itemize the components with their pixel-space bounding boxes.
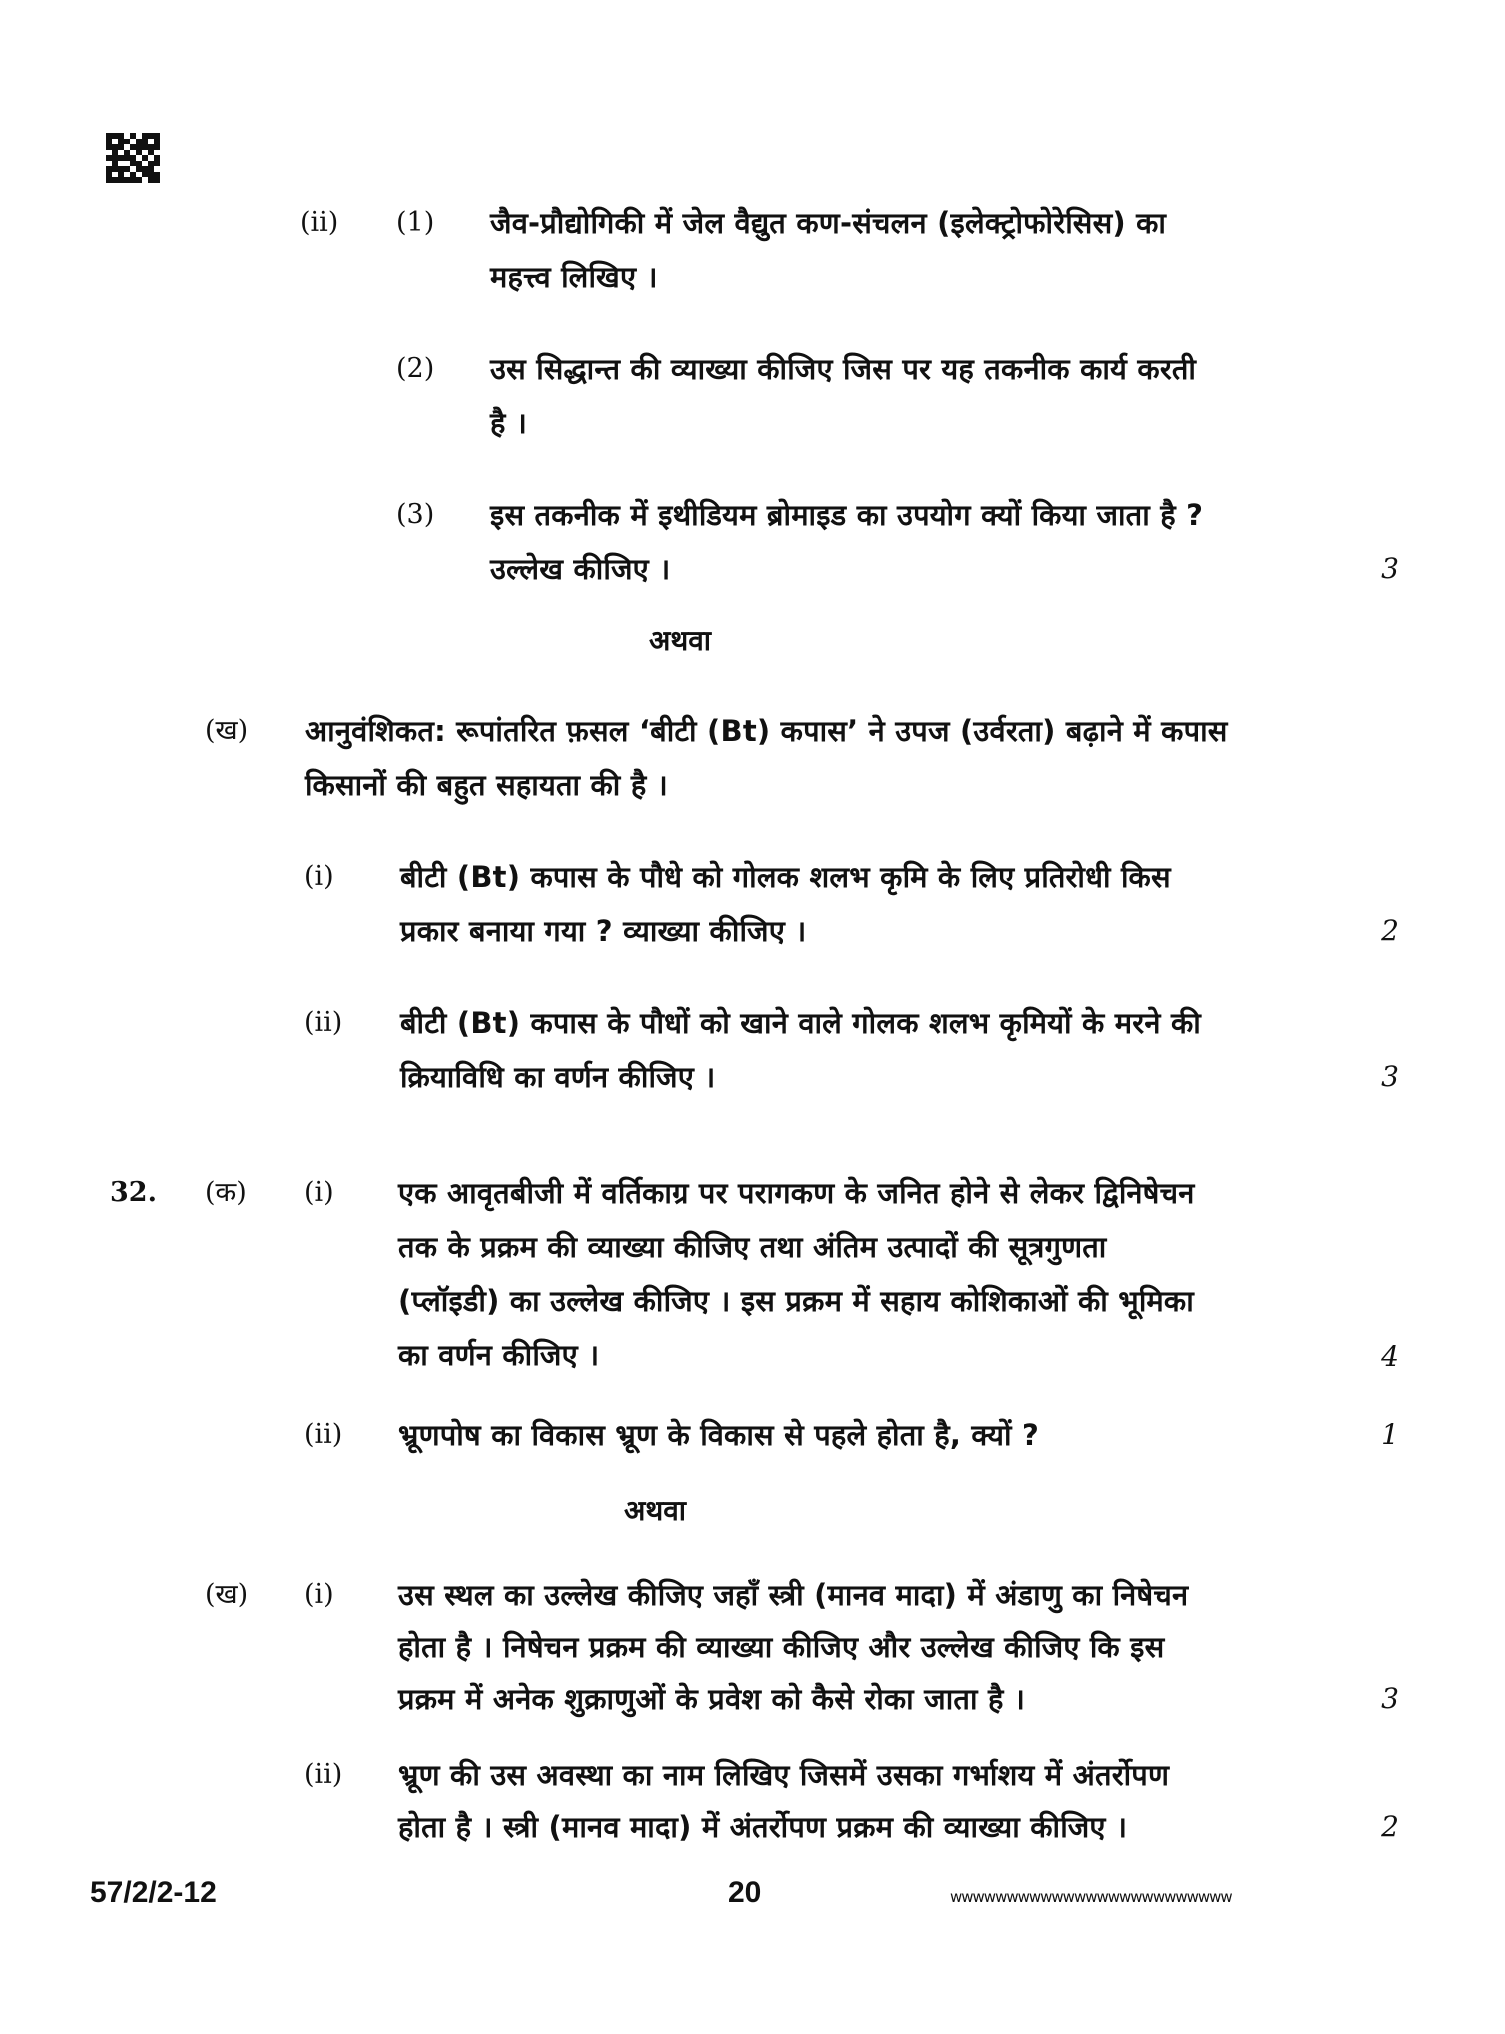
section-label: (ख) bbox=[205, 1579, 249, 1610]
paper-code: 57/2/2-12 bbox=[90, 1876, 217, 1909]
question-line: का वर्णन कीजिए । bbox=[398, 1338, 600, 1372]
or-separator: अथवा bbox=[648, 624, 712, 657]
question-number: 32. bbox=[110, 1177, 157, 1208]
marks: 3 bbox=[1381, 1682, 1399, 1715]
question-line: है । bbox=[490, 406, 528, 440]
question-line: इस तकनीक में इथीडियम ब्रोमाइड का उपयोग क्यों किया जाता है ? bbox=[490, 498, 1204, 532]
page-number: 20 bbox=[728, 1876, 762, 1909]
question-line: बीटी (Bt) कपास के पौधे को गोलक शलभ कृमि के लिए प्रतिरोधी किस bbox=[400, 860, 1171, 894]
item-label: (ii) bbox=[304, 1419, 343, 1450]
question-line: उस सिद्धान्त की व्याख्या कीजिए जिस पर यह तकनीक कार्य करती bbox=[490, 352, 1197, 386]
question-line: भ्रूणपोष का विकास भ्रूण के विकास से पहले होता है, क्यों ? bbox=[398, 1418, 1039, 1452]
subpart-label: (ii) bbox=[300, 207, 339, 238]
marks: 1 bbox=[1381, 1418, 1399, 1451]
item-label: (3) bbox=[396, 499, 435, 530]
question-line: किसानों की बहुत सहायता की है । bbox=[305, 768, 668, 802]
wave-decoration: wwwwwwwwwwwwwwwwwwwwwwwww bbox=[950, 1888, 1232, 1906]
qr-code-icon bbox=[106, 133, 160, 183]
question-line: बीटी (Bt) कपास के पौधों को खाने वाले गोलक शलभ कृमियों के मरने की bbox=[400, 1006, 1201, 1040]
item-label: (i) bbox=[304, 861, 334, 892]
question-line: आनुवंशिकत: रूपांतरित फ़सल ‘बीटी (Bt) कपास’ ने उपज (उर्वरता) बढ़ाने में कपास bbox=[305, 714, 1228, 748]
marks: 4 bbox=[1381, 1340, 1399, 1373]
item-label: (i) bbox=[304, 1177, 334, 1208]
question-line: उल्लेख कीजिए । bbox=[490, 552, 671, 586]
question-line: होता है । स्त्री (मानव मादा) में अंतर्रोपण प्रक्रम की व्याख्या कीजिए । bbox=[398, 1810, 1128, 1844]
section-label: (क) bbox=[205, 1177, 247, 1208]
question-line: प्रक्रम में अनेक शुक्राणुओं के प्रवेश को कैसे रोका जाता है । bbox=[398, 1682, 1026, 1716]
item-label: (i) bbox=[304, 1579, 334, 1610]
question-line: क्रियाविधि का वर्णन कीजिए । bbox=[400, 1060, 716, 1094]
question-line: एक आवृतबीजी में वर्तिकाग्र पर परागकण के जनित होने से लेकर द्विनिषेचन bbox=[398, 1176, 1195, 1210]
marks: 3 bbox=[1381, 1060, 1399, 1093]
marks: 2 bbox=[1381, 1810, 1399, 1843]
question-line: (प्लॉइडी) का उल्लेख कीजिए । इस प्रक्रम में सहाय कोशिकाओं की भूमिका bbox=[398, 1284, 1194, 1318]
question-line: भ्रूण की उस अवस्था का नाम लिखिए जिसमें उसका गर्भाशय में अंतर्रोपण bbox=[398, 1758, 1170, 1792]
section-label: (ख) bbox=[205, 715, 249, 746]
marks: 3 bbox=[1381, 552, 1399, 585]
question-line: तक के प्रक्रम की व्याख्या कीजिए तथा अंतिम उत्पादों की सूत्रगुणता bbox=[398, 1230, 1107, 1264]
item-label: (1) bbox=[396, 207, 435, 238]
question-line: जैव-प्रौद्योगिकी में जेल वैद्युत कण-संचलन (इलेक्ट्रोफोरेसिस) का bbox=[490, 206, 1167, 240]
item-label: (2) bbox=[396, 353, 435, 384]
question-line: प्रकार बनाया गया ? व्याख्या कीजिए । bbox=[400, 914, 807, 948]
marks: 2 bbox=[1381, 914, 1399, 947]
question-line: होता है । निषेचन प्रक्रम की व्याख्या कीजिए और उल्लेख कीजिए कि इस bbox=[398, 1630, 1165, 1664]
question-line: महत्त्व लिखिए । bbox=[490, 260, 658, 294]
question-line: उस स्थल का उल्लेख कीजिए जहाँ स्त्री (मानव मादा) में अंडाणु का निषेचन bbox=[398, 1578, 1189, 1612]
or-separator: अथवा bbox=[623, 1494, 687, 1527]
item-label: (ii) bbox=[304, 1759, 343, 1790]
item-label: (ii) bbox=[304, 1007, 343, 1038]
